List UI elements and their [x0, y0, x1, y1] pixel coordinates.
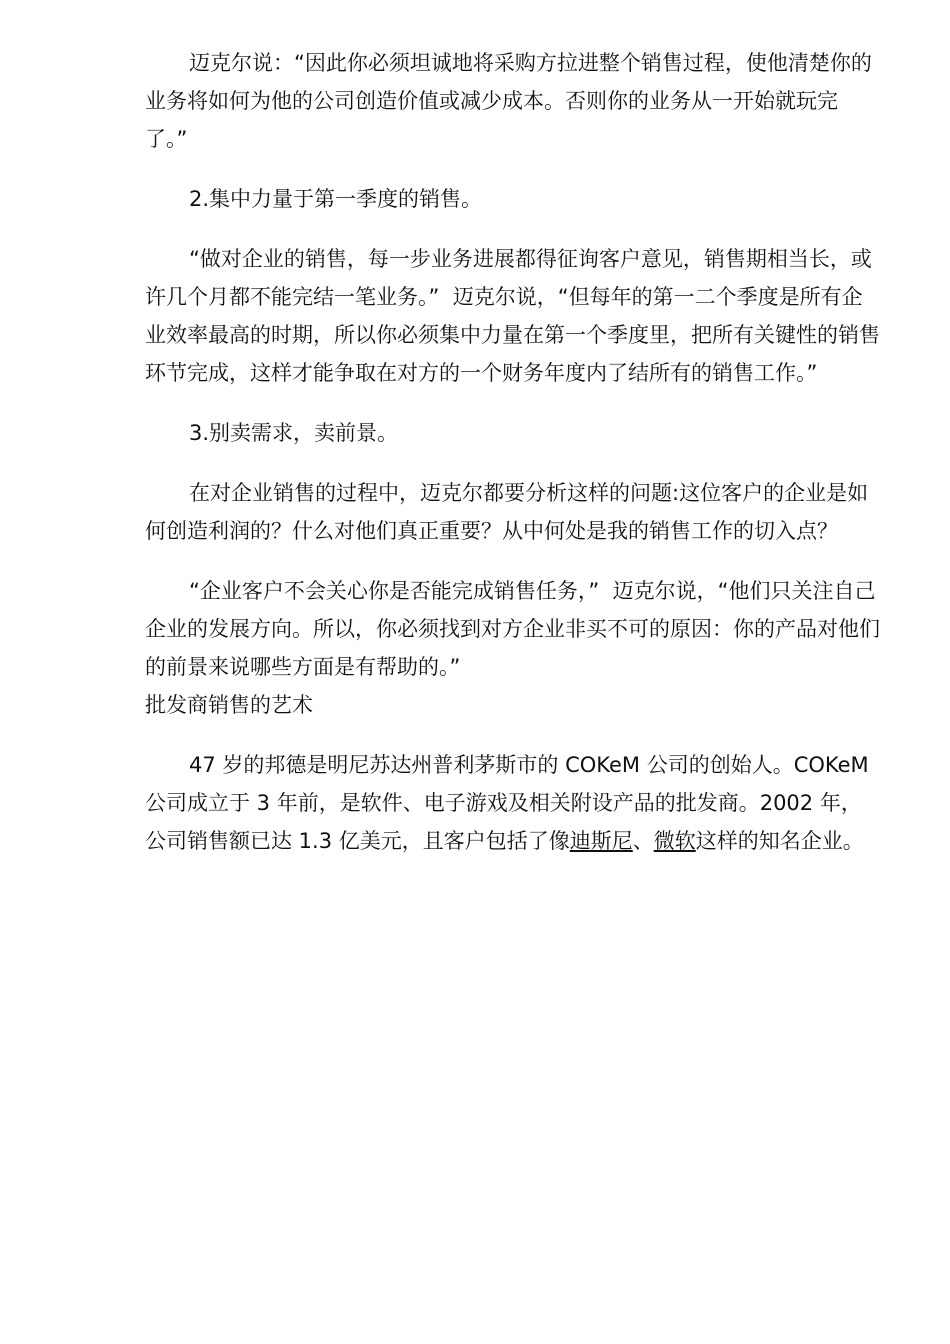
- separator-text: 、: [632, 829, 654, 853]
- paragraph-michael-quote-1: 迈克尔说：“因此你必须坦诚地将采购方拉进整个销售过程，使他清楚你的业务将如何为他的公司创造价值或减少成本。否则你的业务从一开始就玩完了。”: [145, 51, 872, 151]
- cokem-text-part2: 这样的知名企业。: [695, 829, 864, 853]
- link-microsoft[interactable]: 微软: [653, 829, 696, 853]
- point-2-heading: 2.集中力量于第一季度的销售。: [189, 187, 483, 211]
- paragraph-michael-quote-2: “企业客户不会关心你是否能完成销售任务，” 迈克尔说，“他们只关注自己企业的发展方向。所以，你必须找到对方企业非买不可的原因：你的产品对他们的前景来说哪些方面是有帮助的。”: [145, 579, 880, 679]
- section-title: 批发商销售的艺术: [145, 693, 313, 717]
- document-page: [145, 44, 880, 860]
- link-disney[interactable]: 迪斯尼: [569, 829, 633, 853]
- paragraph-first-quarter: “做对企业的销售，每一步业务进展都得征询客户意见，销售期相当长，或许几个月都不能完结一笔业务。” 迈克尔说，“但每年的第一二个季度是所有企业效率最高的时期，所以你必须集中力量在第一个季度里，把所有关键性的销售环节完成，这样才能争取在对方的一个财务年度内了结所有的销售工作。”: [145, 247, 880, 385]
- paragraph-cokem: [145, 746, 880, 860]
- cokem-text-part1: 47 岁的邦德是明尼苏达州普利茅斯市的 COKeM 公司的创始人。COKeM 公司成立于 3 年前，是软件、电子游戏及相关附设产品的批发商。2002 年，公司销售额已达 1.3 亿美元，且客户包括了像: [145, 753, 876, 853]
- point-3-heading: 3.别卖需求，卖前景。: [189, 421, 399, 445]
- paragraph-analysis: 在对企业销售的过程中，迈克尔都要分析这样的问题:这位客户的企业是如何创造利润的？什么对他们真正重要？从中何处是我的销售工作的切入点？: [145, 481, 869, 543]
